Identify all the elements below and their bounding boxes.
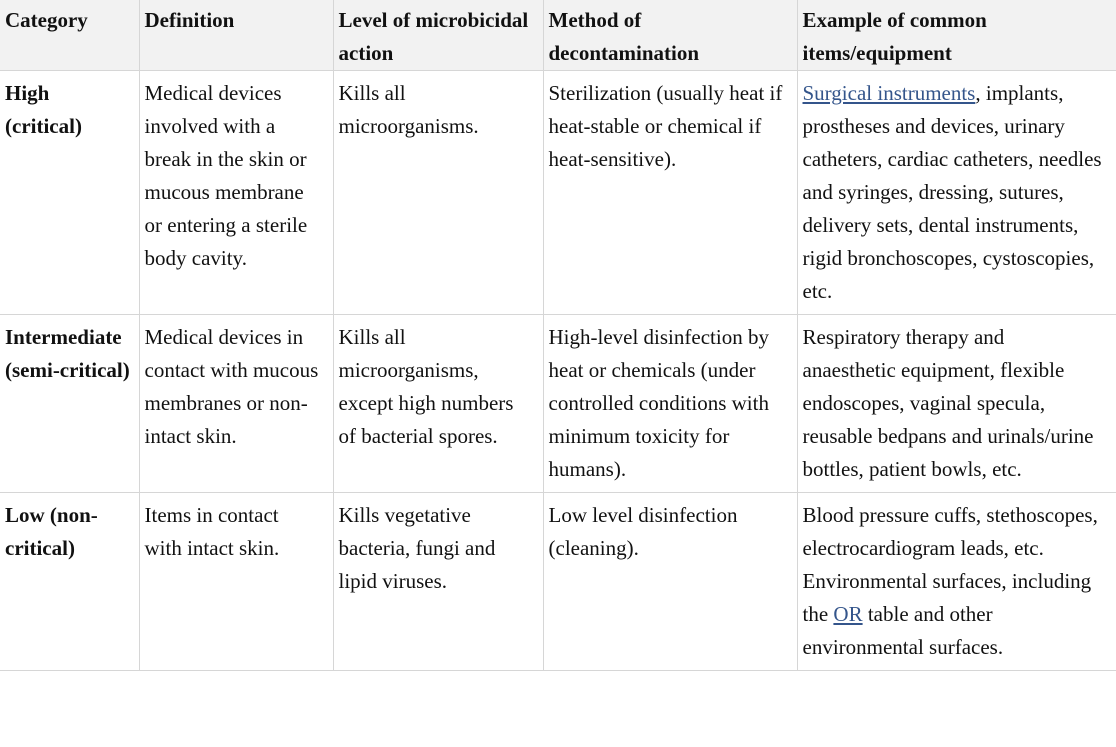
examples-cell bbox=[797, 71, 1116, 315]
table-row-intermediate-semi-critical bbox=[0, 315, 1116, 493]
header-decontamination-method: Method of decontamination bbox=[543, 0, 797, 71]
or-link[interactable]: OR bbox=[833, 602, 863, 626]
table-row-low-non-critical bbox=[0, 493, 1116, 671]
decontamination-method-cell: Low level disinfection (cleaning). bbox=[543, 493, 797, 671]
examples-cell bbox=[797, 493, 1116, 671]
microbicidal-action-cell: Kills all microorganisms. bbox=[333, 71, 543, 315]
decontamination-method-cell: Sterilization (usually heat if heat-stable or chemical if heat-sensitive). bbox=[543, 71, 797, 315]
table-row-high-critical bbox=[0, 71, 1116, 315]
header-category: Category bbox=[0, 0, 139, 71]
definition-cell: Medical devices in contact with mucous membranes or non-intact skin. bbox=[139, 315, 333, 493]
surgical-instruments-link[interactable]: Surgical instruments bbox=[802, 81, 976, 105]
category-cell: High (critical) bbox=[0, 71, 139, 315]
table-body bbox=[0, 71, 1116, 671]
microbicidal-action-cell: Kills vegetative bacteria, fungi and lipid viruses. bbox=[333, 493, 543, 671]
header-definition: Definition bbox=[139, 0, 333, 71]
examples-text-after: table and other environmental surfaces. bbox=[802, 602, 1004, 659]
microbicidal-action-cell: Kills all microorganisms, except high numbers of bacterial spores. bbox=[333, 315, 543, 493]
definition-cell: Items in contact with intact skin. bbox=[139, 493, 333, 671]
examples-text-before: Blood pressure cuffs, stethoscopes, electrocardiogram leads, etc. Environmental surfaces, including the bbox=[802, 503, 1098, 626]
category-cell: Low (non-critical) bbox=[0, 493, 139, 671]
table-header bbox=[0, 0, 1116, 71]
examples-cell bbox=[797, 315, 1116, 493]
definition-cell: Medical devices involved with a break in the skin or mucous membrane or entering a sterile body cavity. bbox=[139, 71, 333, 315]
header-microbicidal-action: Level of microbicidal action bbox=[333, 0, 543, 71]
header-examples: Example of common items/equipment bbox=[797, 0, 1116, 71]
header-row bbox=[0, 0, 1116, 71]
category-cell: Intermediate (semi-critical) bbox=[0, 315, 139, 493]
decontamination-method-cell: High-level disinfection by heat or chemicals (under controlled conditions with minimum toxicity for humans). bbox=[543, 315, 797, 493]
examples-text-after: , implants, prostheses and devices, urinary catheters, cardiac catheters, needles and syringes, dressing, sutures, delivery sets, dental instruments, rigid bronchoscopes, cystoscopies, etc. bbox=[802, 81, 1102, 303]
examples-text-before: Respiratory therapy and anaesthetic equipment, flexible endoscopes, vaginal specula, reusable bedpans and urinals/urine bottles, patient bowls, etc. bbox=[802, 325, 1094, 481]
